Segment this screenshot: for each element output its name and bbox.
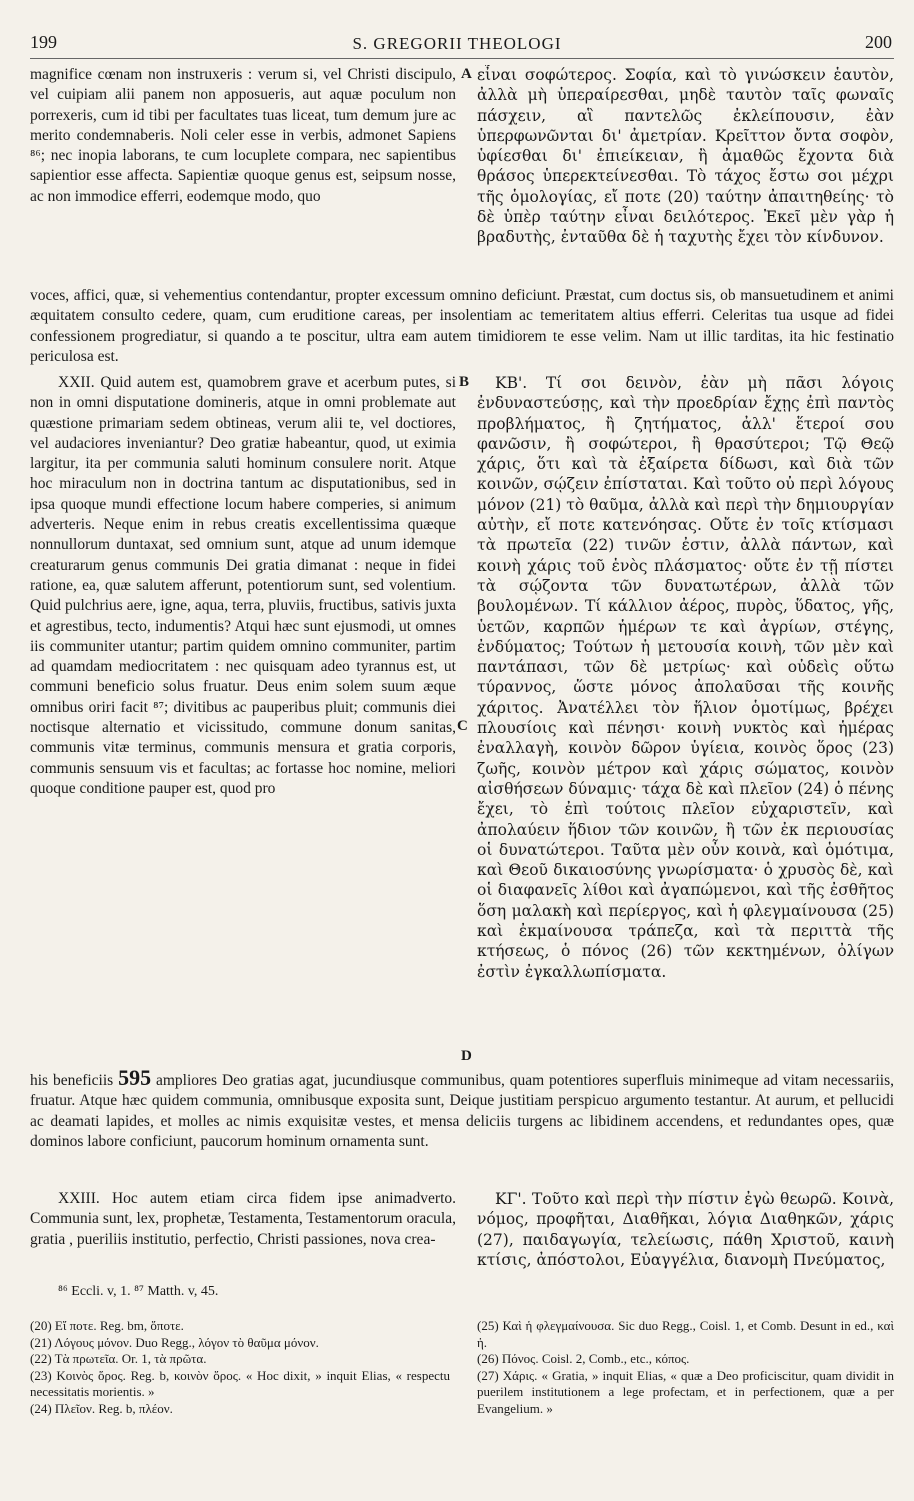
footnote-24: (24) Πλεῖον. Reg. b, πλέον. xyxy=(30,1400,173,1416)
page-number-left: 199 xyxy=(30,32,57,52)
header-rule xyxy=(30,58,894,59)
page-number-right: 200 xyxy=(865,32,892,52)
latin-full-width-text: ampliores Deo gratias agat, jucundiusque communibus, quam potentiores superfluis minimeque ad vitam necessariis, fruatur. Atque hæc quidem communia, omnibusque exposita sunt, Deique justitiam perspicuo argumento testantur. At aurum, et pellucidi ac deamati lapides, et molles ac nimis exquisitæ vestes, et mensa deliciis turgens ac libidinem accendens, et redundantes opes, quæ dominos labore conficiunt, paucorum hominum ornamenta sunt. xyxy=(30,1072,894,1150)
column-number-595: 595 xyxy=(118,1068,152,1090)
running-title: S. GREGORII THEOLOGI xyxy=(352,34,562,53)
footnote-25: (25) Καὶ ἡ φλεγμαίνουσα. Sic duo Regg., Coisl. 1, et Comb. Desunt in ed., καὶ ἡ. xyxy=(477,1318,894,1350)
footnote-27: (27) Χάρις. « Gratia, » inquit Elias, « quæ a Deo proficiscitur, quam dividit in puerilem institutionem a lege profectam, et in perfectionem, quæ a per Evangelium. » xyxy=(477,1367,894,1416)
margin-letter-c: C xyxy=(457,718,468,734)
footnote-22: (22) Τὰ πρωτεῖα. Or. 1, τὰ πρῶτα. xyxy=(30,1351,207,1367)
latin-his-beneficiis: his beneficiis xyxy=(30,1072,114,1089)
section-number-kb: ΚΒ'. xyxy=(495,374,528,392)
footnote-26: (26) Πόνος. Coisl. 2, Comb., etc., κόπος. xyxy=(477,1351,690,1367)
greek-section-kb: Τί σοι δεινὸν, ἐὰν μὴ πᾶσι λόγοις ἐνδυναστεύσῃς, καὶ τὴν προεδρίαν ἔχῃς ἐπὶ παντὸς προβλήματος, ἢ ζητήματος, ἀλλ' ἕτεροί σου φανῶσιν, ἢ σοφώτεροι, ἢ θρασύτεροι; Τῷ Θεῷ χάρις, ὅτι καὶ τὰ ἐξαίρετα δίδωσι, καὶ διὰ τῶν κοινῶν, σῴζειν ἐπίσταται. Καὶ τοῦτο οὐ περὶ λόγους μόνον (21) τὸ θαῦμα, ἀλλὰ καὶ περὶ τὴν δημιουργίαν αὐτὴν, εἴ ποτε κατενόησας. Οὔτε ἐν τοῖς κτίσμασι τὰ πρωτεῖα (22) τινῶν ἐστιν, ἀλλὰ πάντων, καὶ κοινὴ χάρις τοῦ ἑνὸς πλάσματος· οὔτε ἐν τῇ πίστει τὰ σῴζοντα τῶν δυνατωτέρων, ἀλλὰ τῶν βουλομένων. Τί κάλλιον ἀέρος, πυρὸς, ὕδατος, γῆς, ὑετῶν, καρπῶν ἡμέρων τε καὶ ἀγρίων, στέγης, ἐνδύματος; Τούτων ἡ μετουσία κοινὴ, τῶν μὲν καὶ παντάπασι, τῶν δὲ μετρίως· καὶ οὐδεὶς οὕτω τύραννος, ὥστε μόνος ἀπολαῦσαι τῆς κοινῆς χάριτος. Ἀνατέλλει τὸν ἥλιον ὁμοτίμως, βρέχει πλουσίοις καὶ πένησι· κοινὴ νυκτὸς καὶ ἡμέρας ἐναλλαγὴ, κοινὸν δῶρον ὑγίεια, κοινὸς ὅρος (23) ζωῆς, κοινὸν μέτρον καὶ χάρις σώματος, κοινὸν αἰσθήσεων δύναμις· τάχα δὲ καὶ πλεῖον (24) ὁ πένης ἔχει, τὸ ἐπὶ τούτοις πλεῖον εὐχαριστεῖν, καὶ ἀπολαύειν ἥδιον τῶν κοινῶν, ἢ τῶν ἐκ περιουσίας οἱ δυνατώτεροι. Ταῦτα μὲν οὖν κοινὰ, καὶ ὁμότιμα, καὶ Θεοῦ δικαιοσύνης γνωρίσματα· ὁ χρυσὸς δὲ, καὶ οἱ διαφανεῖς λίθοι καὶ ἀγαπώμενοι, καὶ τῆς ἐσθῆτος ὅση μαλακὴ καὶ περίεργος, καὶ ἡ φλεγμαίνουσα (25) καὶ ἐκμαίνουσα τράπεζα, καὶ τὰ περιττὰ τῆς κτήσεως, ὁ πόνος (26) τῶν κεκτημένων, ὀλίγων ἐστὶν ἐγκαλλωπίσματα. xyxy=(477,374,894,981)
greek-section-kg: Τοῦτο καὶ περὶ τὴν πίστιν ἐγὼ θεωρῶ. Κοινὰ, νόμος, προφῆται, Διαθῆκαι, λόγια Διαθηκῶν, χάρις (27), παιδαγωγία, τελείωσις, πάθη Χριστοῦ, καινὴ κτίσις, ἀπόστολοι, Εὐαγγέλια, διανομὴ Πνεύματος, xyxy=(477,1190,894,1269)
greek-column-kb xyxy=(477,373,894,1065)
latin-column-xxiii xyxy=(30,1189,456,1271)
greek-paragraph-a: εἶναι σοφώτερος. Σοφία, καὶ τὸ γινώσκειν ἑαυτὸν, ἀλλὰ μὴ ὑπεραίρεσθαι, μηδὲ ταυτὸν ταῖς φωναῖς πάσχειν, αἳ παντελῶς ἐκλείπουσιν, ἐὰν ὑπερφωνῶνται δι' ἀμετρίαν. Κρεῖττον ὄντα σοφὸν, ὑφίεσθαι δι' ἐπιείκειαν, ἢ ἀμαθῶς ἔχοντα διὰ θράσος ὑπερεκτείνεσθαι. Τὸ τάχος ἔστω σοι μέχρι τῆς ὁμολογίας, εἴ ποτε (20) ταύτην ἀπαιτηθείης· τὸ δὲ ὑπὲρ ταύτην εἶναι δειλότερος. Ἐκεῖ μὲν γὰρ ἡ βραδυτὴς, ἐνταῦθα δὲ ἡ ταχυτὴς ἔχει τὸν κίνδυνον. xyxy=(477,66,894,247)
footnote-20: (20) Εἴ ποτε. Reg. bm, ὅποτε. xyxy=(30,1318,184,1333)
latin-column-a xyxy=(30,65,456,277)
section-number-xxii: XXII. xyxy=(58,374,95,391)
footnote-21: (21) Λόγους μόνον. Duo Regg., λόγον τὸ θαῦμα μόνον. xyxy=(30,1334,319,1350)
section-number-kg: ΚΓ'. xyxy=(495,1190,527,1208)
margin-letter-b: B xyxy=(459,374,470,390)
latin-paragraph-a: magnifice cœnam non instruxeris : verum si, vel Christi discipulo, vel cuipiam alii panem non apposueris, aut aquæ poculum non porrexeris, cum id tibi per facultates tuas liceat, tum demum jure ac merito condemnaberis. Noli celer esse in verbis, admonet Sapiens ⁸⁶; nec inopia laborans, te cum locuplete compara, nec sapientibus sapientior esse affecta. Sapientiæ quoque genus est, seipsum nosse, ac non immodice efferri, eodemque modo, quo xyxy=(30,66,456,205)
footnotes-right xyxy=(477,1318,894,1488)
margin-letter-d: D xyxy=(461,1048,472,1064)
latin-column-xxii xyxy=(30,373,456,1065)
section-number-xxiii: XXIII. xyxy=(58,1190,100,1207)
scripture-references: ⁸⁶ Eccli. v, 1. ⁸⁷ Matth. v, 45. xyxy=(58,1284,219,1299)
latin-full-width-b xyxy=(30,1068,894,1188)
footnotes-left xyxy=(30,1318,450,1488)
footnote-23: (23) Κοινὸς ὅρος. Reg. b, κοινὸν ὅρος. « Hoc dixit, » inquit Elias, « respectu necessitatis morientis. » xyxy=(30,1367,450,1400)
greek-column-a xyxy=(477,65,894,277)
greek-column-kg xyxy=(477,1189,894,1271)
latin-full-paragraph: voces, affici, quæ, si vehementius contendantur, propter excessum omnino deficiunt. Præstat, cum doctus sis, ob mansuetudinem et animi æquitatem consulto cedere, quam, cum eruditione careas, per insolentiam ac temeritatem altius efferri. Celeritas tua usque ad fidei confessionem progrediatur, si quando a te poscitur, ultra eam autem timidiorem te esse velim. Nam ut illic tarditas, ita hic festinatio periculosa est. xyxy=(30,287,894,365)
latin-section-xxiii: Hoc autem etiam circa fidem ipse animadverto. Communia sunt, lex, prophetæ, Testamenta, Testamentorum oracula, gratia , pueriliis institutio, perfectio, Christi passiones, nova crea- xyxy=(30,1190,456,1248)
latin-full-width-a xyxy=(30,286,894,370)
margin-letter-a: A xyxy=(461,66,472,82)
latin-section-xxii: Quid autem est, quamobrem grave et acerbum putes, si non in omni disputatione domineris, atque in omni problemate aut quæstione primariam sedem obtineas, verum alii te, vel doctiores, vel audaciores inveniantur? Deo gratiæ habeantur, quod, ut eximia largitur, ita per communia saluti hominum consulere norit. Atque hoc miraculum non in doctrina tantum ac disputationibus, sed in ipsa quoque mundi effectione locum habere comperies, si animum adverteris. Neque enim in rebus creatis excellentissima quæque nonnullorum duntaxat, sed omnium sunt, atque ad unum idemque creaturarum genus communis Dei gratia dimanat : neque in fidei ratione, ea, quæ salutem afferunt, potentiorum sunt, sed volentium. Quid pulchrius aere, igne, aqua, terra, pluviis, fructibus, sativis juxta et agrestibus, tecto, indumentis? Atqui hæc sunt ejusmodi, ut omnes iis communiter utantur; partim quidem omnino communiter, partim ad quamdam mediocritatem : nec quisquam adeo tyrannus est, ut communi beneficio solus fruatur. Deus enim solem suum æque omnibus oriri facit ⁸⁷; divitibus ac pauperibus pluit; communis diei noctisque alternatio et vicissitudo, commune donum sanitas, communis vitæ terminus, communis mensura et gratia corporis, communis sensuum vis et facultas; ac fortasse hoc nomine, meliori quoque conditione pauper est, quod pro xyxy=(30,374,456,797)
